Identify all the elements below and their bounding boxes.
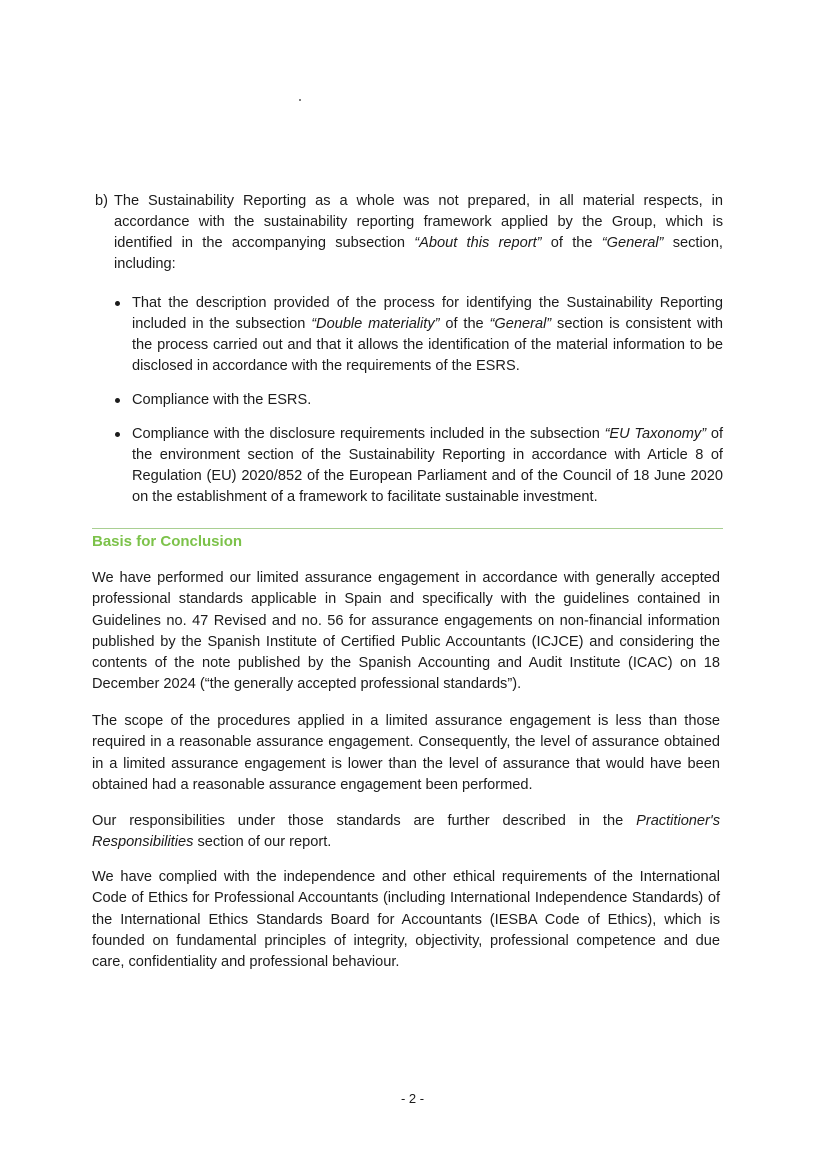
intro-ref-general: “General” [601,235,664,251]
bullet-1-ref-general: “General” [489,316,552,332]
bullet-1-text-2: of the [439,316,490,332]
bullet-3-text-1: Compliance with the disclosure requirements included in the subsection [132,426,605,442]
bullet-1-ref-double-materiality: “Double materiality” [311,316,440,332]
paragraph-responsibilities [92,811,720,854]
bullet-item-eu-taxonomy [113,424,723,508]
bullet-item-esrs [113,390,723,411]
bullet-3-ref-eu-taxonomy: “EU Taxonomy” [604,426,707,442]
responsibilities-ref: Practitioner's Responsibilities [92,813,720,851]
intro-text-2: of the [541,235,602,251]
bullet-3-text-2: of the environment section of the Sustainability Reporting in accordance with Article 8 of Regulation (EU) 2020/852 of the European Parliament and of the Council of 18 June 2020 on the establishment of a framework to facilitate sustainable investment. [132,426,723,505]
bullet-1-text-3: section is consistent with the process carried out and that it allows the identification of the material information to be disclosed in accordance with the requirements of the ESRS. [132,316,724,374]
paragraph-scope-limited-assurance: The scope of the procedures applied in a limited assurance engagement is less than those required in a reasonable assurance engagement. Consequently, the level of assurance obtained in a limited assurance engagement is lower than the level of assurance that would have been obtained had a reasonable assurance engagement been performed. [92,713,720,793]
section-divider [92,528,723,529]
paragraph-ethics-independence: We have complied with the independence and other ethical requirements of the International Code of Ethics for Professional Accountants (including International Independence Standards) of the International Ethics Standards Board for Accountants (IESBA Code of Ethics), which is founded on fundamental principles of integrity, objectivity, professional competence and due care, confidentiality and professional behaviour. [92,869,720,971]
responsibilities-text-2: section of our report. [193,834,332,851]
bullet-2-text: Compliance with the ESRS. [132,392,312,408]
bullet-item-double-materiality [113,293,723,377]
list-marker-b: b) [95,193,108,209]
responsibilities-text-1: Our responsibilities under those standards are further described in the [92,813,637,829]
list-item-b [95,191,723,275]
item-b-intro [114,191,723,275]
intro-text-3: section, including: [114,235,723,272]
paragraph-assurance-standards: We have performed our limited assurance engagement in accordance with generally accepted professional standards applicable in Spain and specifically with the guidelines contained in Guidelines no. 47 Revised and no. 56 for assurance engagements on non-financial information published by the Spanish Institute of Certified Public Accountants (ICJCE) and considering the contents of the note published by the Spanish Accounting and Audit Institute (ICAC) on 18 December 2024 (“the generally accepted professional standards”). [92,570,720,693]
bullet-dot-icon [115,432,120,437]
bullet-dot-icon [115,301,120,306]
intro-ref-about-report: “About this report” [414,235,542,251]
criteria-bullet-list [113,293,723,521]
intro-text-1: The Sustainability Reporting as a whole was not prepared, in all material respects, in accordance with the sustainability reporting framework applied by the Group, which is identified in the accompanying subsection [114,193,723,251]
page-number: - 2 - [400,1091,425,1106]
scan-speck [299,99,301,101]
bullet-dot-icon [115,398,120,403]
section-heading-basis-for-conclusion: Basis for Conclusion [92,533,243,550]
bullet-1-text-1: That the description provided of the process for identifying the Sustainability Reporting included in the subsection [132,295,723,332]
